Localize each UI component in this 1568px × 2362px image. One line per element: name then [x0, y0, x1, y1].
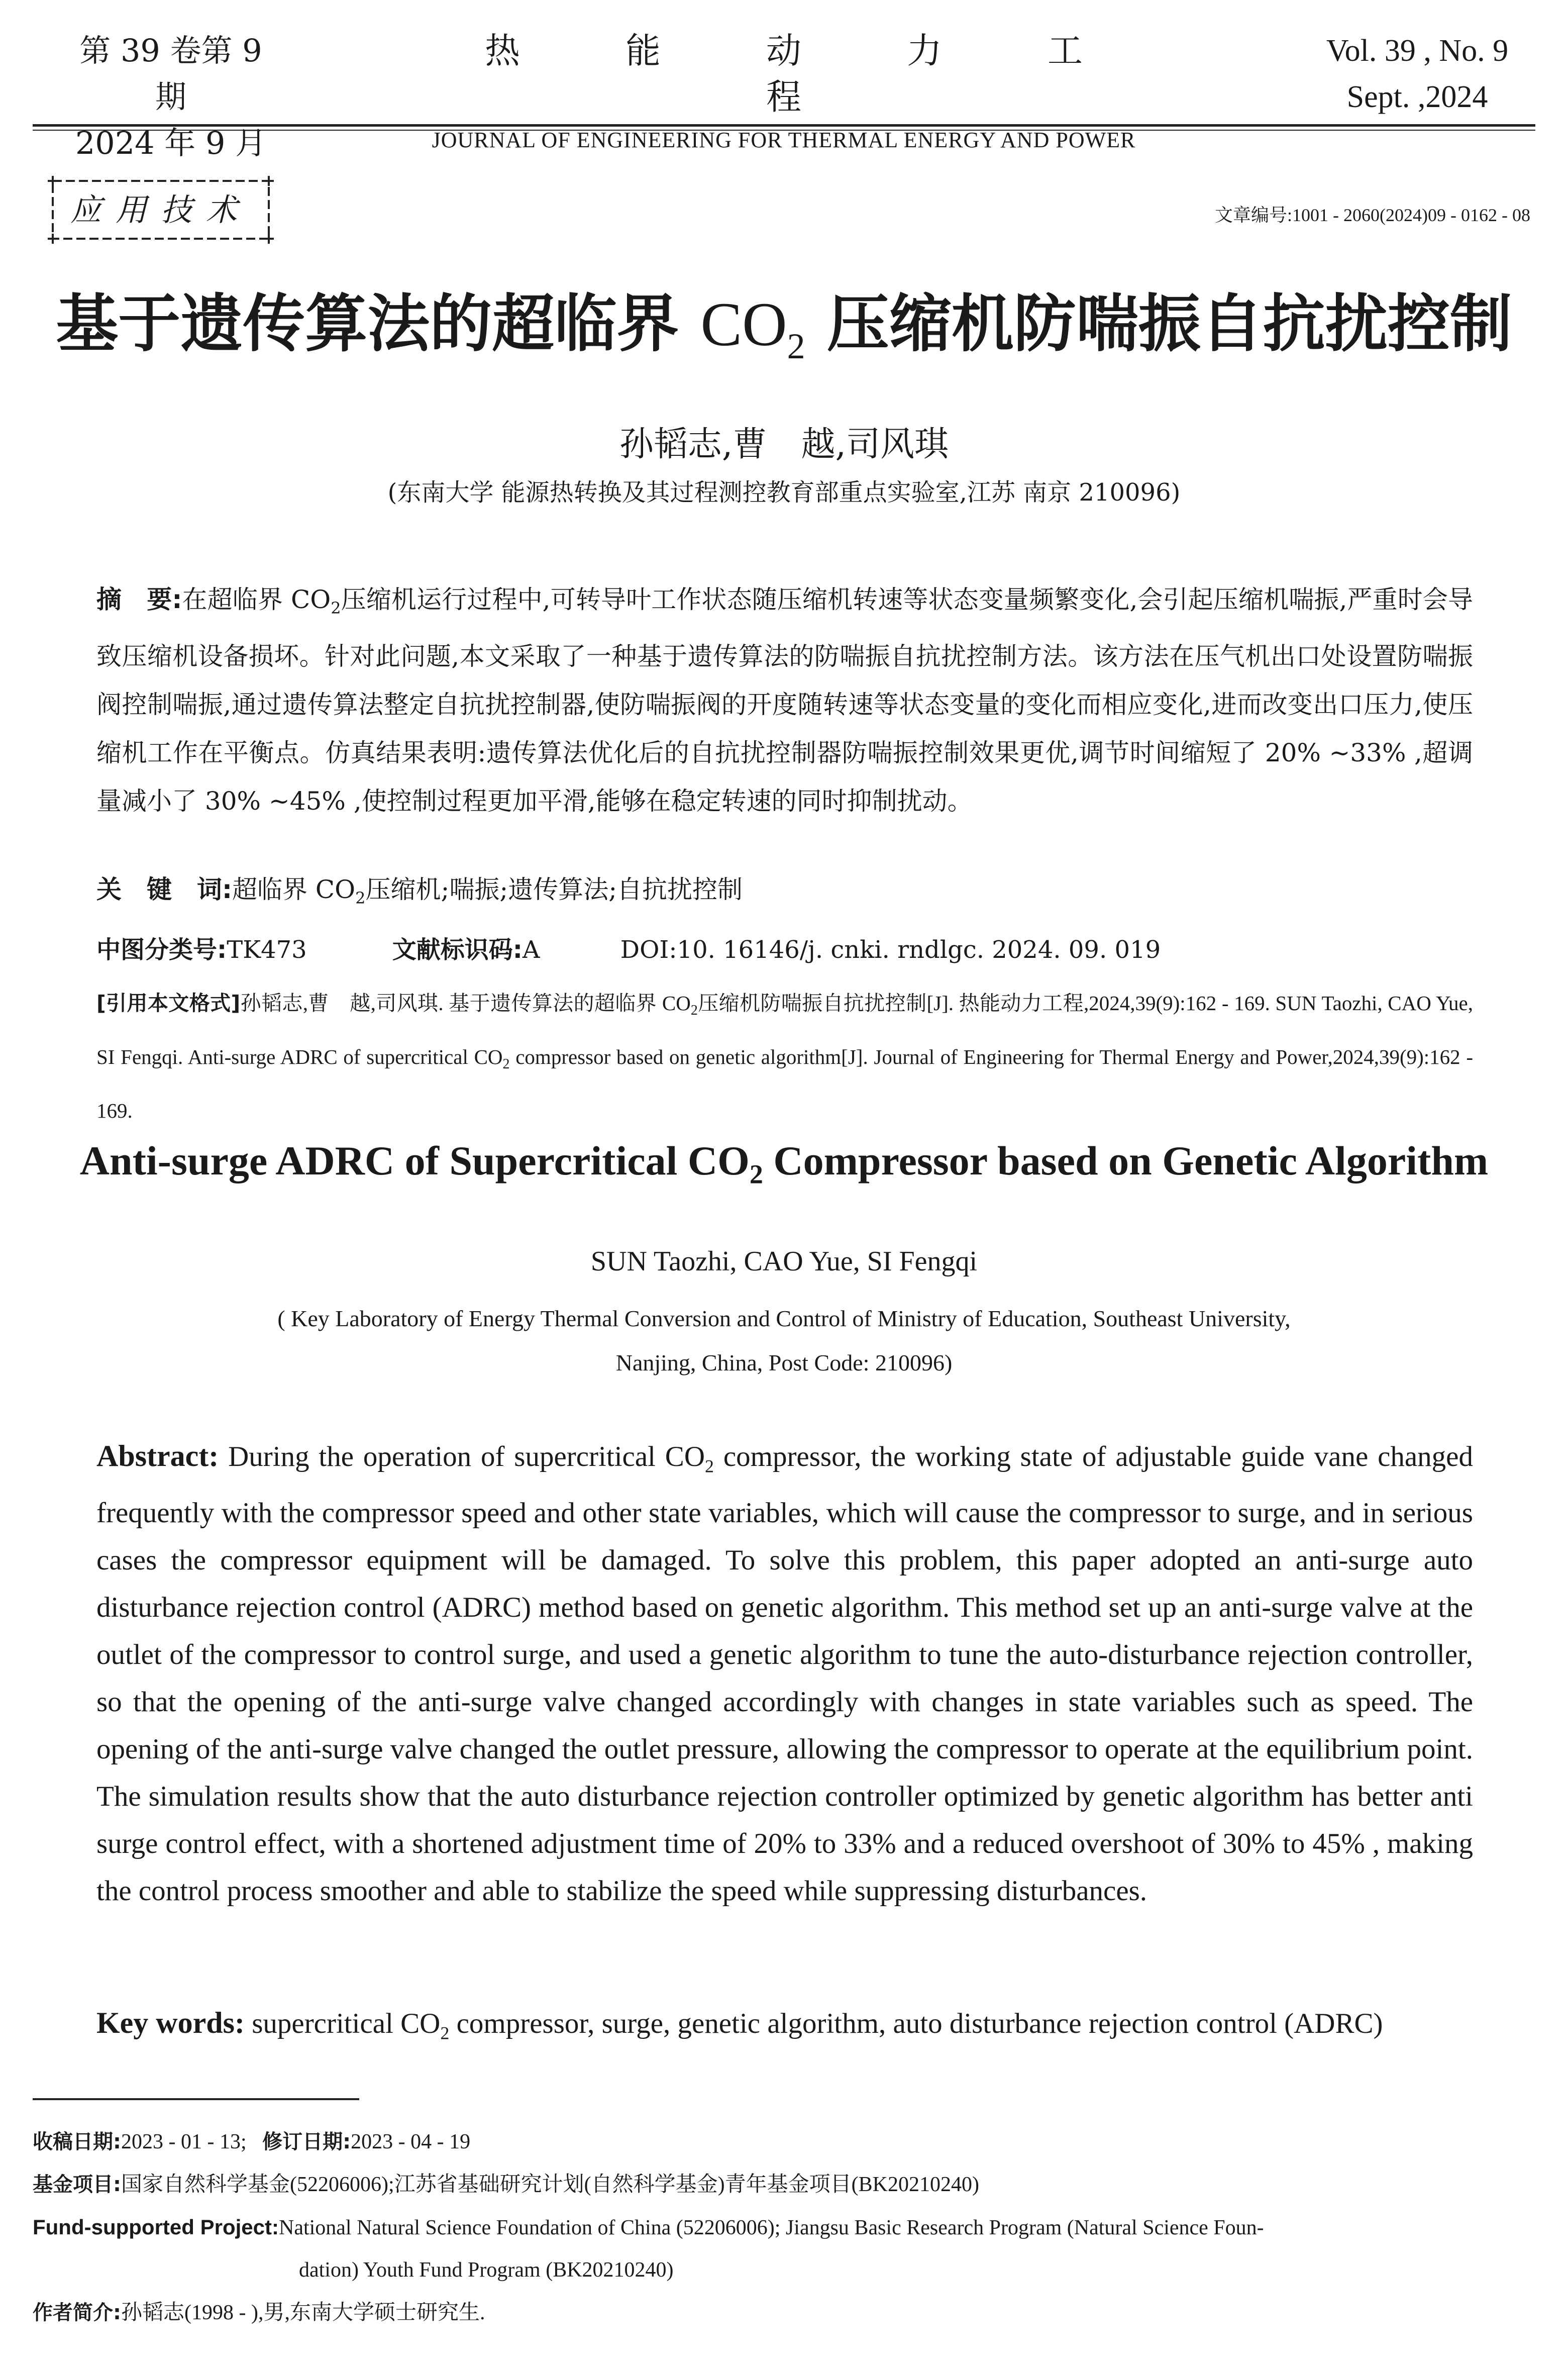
journal-name-cn: 热能动力工程: [485, 30, 1188, 118]
received-label: 收稿日期:: [33, 2130, 121, 2153]
footnote-fund-cn: [33, 2163, 1515, 2206]
citation-sub1: 2: [690, 1003, 698, 1019]
citation-part2: 压缩机防喘振自抗扰控制[J]. 热能动力工程,2024,39(9):162 - 169. SUN Taozhi, CAO Yue, SI Fengqi. Anti-surge ADRC of supercritical CO: [96, 992, 1473, 1069]
title-cn-part2: 压缩机防喘振自抗扰控制: [805, 287, 1512, 360]
footnote-fund-en: [33, 2206, 1515, 2291]
footnote-author: [33, 2292, 1515, 2334]
abstract-cn-sub: 2: [331, 599, 341, 618]
keywords-cn-pre: 超临界 CO: [232, 875, 356, 904]
abstract-cn: [96, 575, 1473, 825]
column-tag-label: 应用技术: [70, 191, 251, 228]
abstract-en-sub: 2: [704, 1456, 714, 1477]
abstract-cn-label: 摘 要:: [96, 585, 182, 614]
footnote-dates: [33, 2121, 1515, 2163]
keywords-en: [96, 1999, 1473, 2056]
title-cn: [0, 281, 1568, 389]
issue-volume-en: Vol. 39 , No. 9: [1326, 34, 1509, 68]
title-cn-part1: 基于遗传算法的超临界: [56, 287, 701, 360]
title-cn-sub: 2: [787, 326, 805, 366]
citation: [96, 980, 1473, 1134]
fund-en-text-2: dation) Youth Fund Program (BK20210240): [299, 2258, 674, 2282]
abstract-cn-text: 压缩机运行过程中,可转导叶工作状态随压缩机转速等状态变量频繁变化,会引起压缩机喘振,严重时会导致压缩机设备损坏。针对此问题,本文采取了一种基于遗传算法的防喘振自抗扰控制方法。该方法在压气机出口处设置防喘振阀控制喘振,通过遗传算法整定自抗扰控制器,使防喘振阀的开度随转速等状态变量的变化而相应变化,进而改变出口压力,使压缩机工作在平衡点。仿真结果表明:遗传算法优化后的自抗扰控制器防喘振控制效果更优,调节时间缩短了 20% ~33% ,超调量减小了 30% ~45% ,使控制过程更加平滑,能够在稳定转速的同时抑制扰动。: [96, 585, 1473, 816]
header-rule-thick: [33, 124, 1535, 127]
doc-code-label: 文献标识码:: [392, 936, 522, 964]
fund-en-label: Fund-supported Project:: [33, 2215, 279, 2239]
affiliation-en: [0, 1297, 1568, 1385]
revised-label: 修订日期:: [262, 2130, 351, 2153]
keywords-en-sub: 2: [440, 2023, 450, 2043]
revised-date: 2023 - 04 - 19: [351, 2130, 471, 2153]
keywords-cn: [96, 869, 1473, 918]
keywords-cn-post: 压缩机;喘振;遗传算法;自抗扰控制: [365, 875, 743, 904]
footnote-rule: [33, 2098, 359, 2100]
article-number: 文章编号:1001 - 2060(2024)09 - 0162 - 08: [1215, 205, 1530, 225]
fund-cn-label: 基金项目:: [33, 2173, 121, 2196]
clc-value: TK473: [227, 936, 307, 964]
author-bio-text: 孙韬志(1998 - ),男,东南大学硕士研究生.: [121, 2301, 485, 2324]
doi: DOI:10. 16146/j. cnki. rndlgc. 2024. 09. 019: [620, 936, 1161, 964]
classification-line: [96, 930, 1473, 970]
citation-part3: compressor based on genetic algorithm[J]. Journal of Engineering for Thermal Energy and Power,2024,39(9):162 - 169.: [96, 1045, 1473, 1123]
clc-label: 中图分类号:: [96, 936, 227, 964]
issue-info-en: [1312, 28, 1523, 120]
title-en: [0, 1133, 1568, 1202]
title-en-part2: Compressor based on Genetic Algorithm: [763, 1138, 1489, 1184]
journal-name: [352, 28, 1216, 160]
authors-cn: 孙韬志,曹 越,司风琪: [619, 425, 949, 464]
citation-sub2: 2: [502, 1056, 510, 1072]
affiliation-cn: (东南大学 能源热转换及其过程测控教育部重点实验室,江苏 南京 210096): [387, 478, 1181, 507]
citation-label: [引用本文格式]: [96, 991, 241, 1015]
issue-info-cn: [60, 28, 281, 166]
keywords-cn-label: 关 键 词:: [96, 875, 232, 904]
keywords-en-label: Key words:: [96, 2006, 245, 2039]
abstract-en-text: compressor, the working state of adjustable guide vane changed frequently with the compressor speed and other state variables, which will cause the compressor to surge, and in serious cases the compressor equipment will be damaged. To solve this problem, this paper adopted an anti-surge auto disturbance rejection control (ADRC) method based on genetic algorithm. This method set up an anti-surge valve at the outlet of the compressor to control surge, and used a genetic algorithm to tune the auto-disturbance rejection controller, so that the opening of the anti-surge valve changed accordingly with changes in state variables such as speed. The opening of the anti-surge valve changed the outlet pressure, allowing the compressor to operate at the equilibrium point. The simulation results show that the auto disturbance rejection controller optimized by genetic algorithm has better anti surge control effect, with a shortened adjustment time of 20% to 33% and a reduced overshoot of 30% to 45% , making the control process smoother and able to stabilize the speed while suppressing disturbances.: [96, 1441, 1473, 1907]
citation-part1: 孙韬志,曹 越,司风琪. 基于遗传算法的超临界 CO: [240, 992, 691, 1015]
issue-date-cn: 2024 年 9 月: [75, 125, 267, 161]
received-date: 2023 - 01 - 13;: [121, 2130, 247, 2153]
abstract-en: [96, 1432, 1473, 1915]
abstract-cn-text-pre: 在超临界 CO: [182, 585, 331, 614]
keywords-cn-sub: 2: [355, 889, 366, 908]
doc-code-value: A: [522, 936, 540, 964]
header-rule-thin: [33, 130, 1535, 131]
fund-cn-text: 国家自然科学基金(52206006);江苏省基础研究计划(自然科学基金)青年基金项目(BK20210240): [121, 2173, 979, 2196]
affiliation-en-line1: ( Key Laboratory of Energy Thermal Conversion and Control of Ministry of Education, Southeast University,: [277, 1306, 1291, 1331]
abstract-en-label: Abstract:: [96, 1439, 219, 1472]
issue-volume-cn: 第 39 卷第 9 期: [79, 32, 262, 115]
issue-date-en: Sept. ,2024: [1346, 80, 1488, 114]
keywords-en-post: compressor, surge, genetic algorithm, auto disturbance rejection control (ADRC): [449, 2008, 1383, 2039]
keywords-en-pre: supercritical CO: [244, 2008, 441, 2039]
abstract-en-pre: During the operation of supercritical CO: [219, 1441, 705, 1472]
title-en-sub: 2: [749, 1159, 763, 1190]
title-cn-co: CO: [700, 290, 787, 359]
title-en-part1: Anti-surge ADRC of Supercritical CO: [79, 1138, 750, 1184]
affiliation-en-line2: Nanjing, China, Post Code: 210096): [615, 1350, 953, 1375]
fund-en-text-1: National Natural Science Foundation of China (52206006); Jiangsu Basic Research Program (Natural Science Foun-: [278, 2216, 1264, 2239]
authors-en: SUN Taozhi, CAO Yue, SI Fengqi: [590, 1246, 978, 1277]
author-bio-label: 作者简介:: [33, 2301, 121, 2324]
journal-name-en: JOURNAL OF ENGINEERING FOR THERMAL ENERGY AND POWER: [432, 128, 1136, 152]
column-tag: [48, 173, 274, 246]
